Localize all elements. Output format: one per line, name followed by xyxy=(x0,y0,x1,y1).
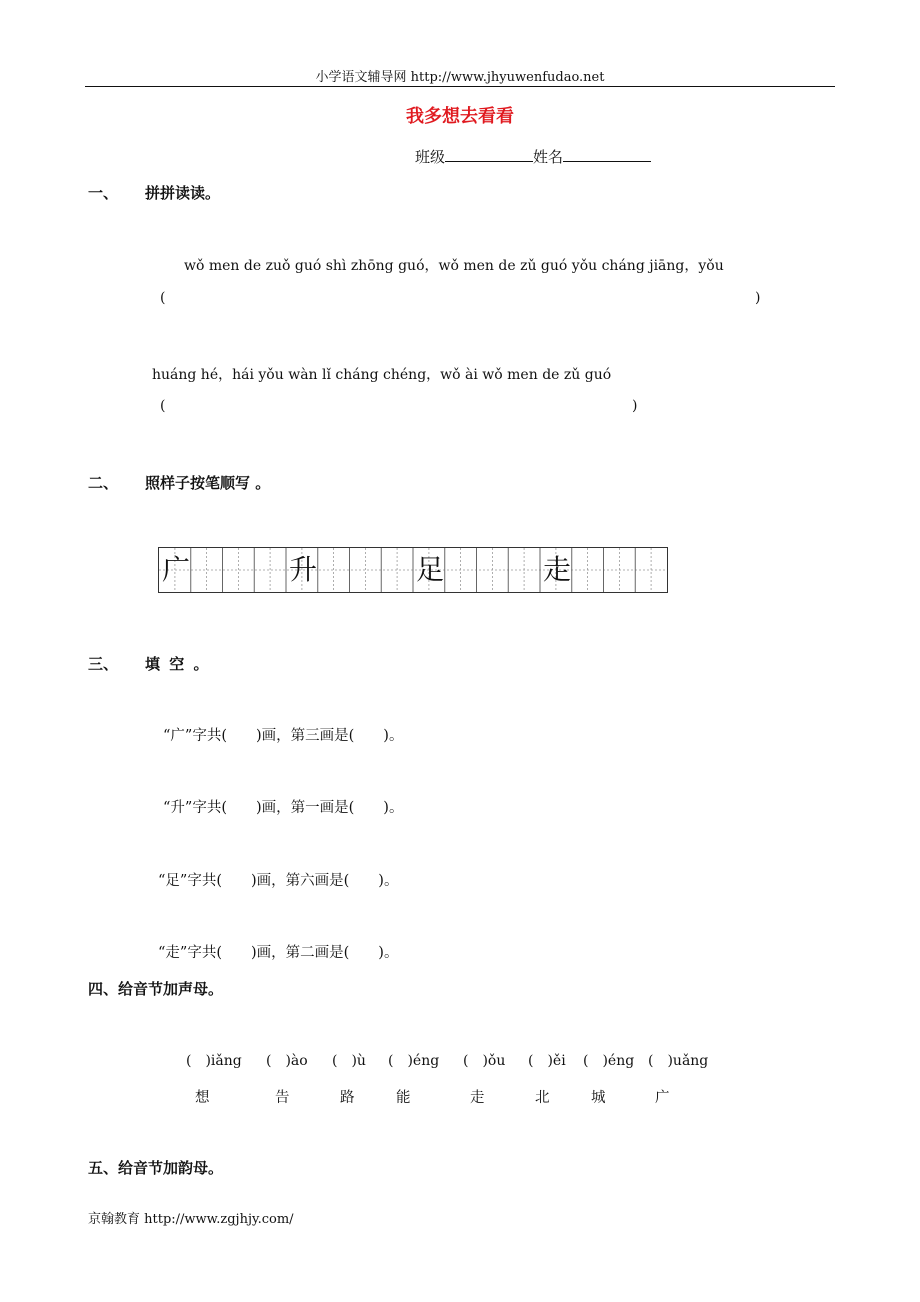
answer-paren-open-2: ( xyxy=(160,398,166,414)
fill-blank-item[interactable]: “走”字共( )画，第二画是( )。 xyxy=(158,945,399,961)
fill-blank-item[interactable]: “足”字共( )画，第六画是( )。 xyxy=(158,873,399,889)
grid-lines xyxy=(159,548,667,592)
answer-paren-close-1: ) xyxy=(755,290,761,306)
pinyin-line-2: huáng hé，hái yǒu wàn lǐ cháng chéng，wǒ ài wǒ men de zǔ guó xyxy=(152,367,612,383)
section-3-number: 三、 xyxy=(88,655,119,673)
initial-syllable[interactable]: ( )ǒu xyxy=(463,1053,506,1069)
name-label: 姓名 xyxy=(533,148,564,166)
initial-syllable[interactable]: ( )ù xyxy=(332,1053,366,1069)
fill-blank-item[interactable]: “升”字共( )画，第一画是( )。 xyxy=(163,800,404,816)
section-2-title: 照样子按笔顺写 。 xyxy=(145,474,271,492)
initial-syllable[interactable]: ( )uǎng xyxy=(648,1053,709,1069)
initial-char: 想 xyxy=(195,1090,210,1106)
grid-char-guang: 广 xyxy=(161,553,190,586)
writing-grid[interactable] xyxy=(158,547,668,593)
header-rule xyxy=(85,86,835,87)
initial-syllable[interactable]: ( )éng xyxy=(388,1053,440,1069)
initial-syllable[interactable]: ( )iǎng xyxy=(186,1053,242,1069)
initial-char: 城 xyxy=(591,1090,606,1106)
pinyin-line-1: wǒ men de zuǒ guó shì zhōng guó，wǒ men de zǔ guó yǒu cháng jiāng，yǒu xyxy=(184,258,724,274)
class-label: 班级 xyxy=(415,148,446,166)
section-2-number: 二、 xyxy=(88,474,119,492)
answer-paren-close-2: ) xyxy=(632,398,638,414)
class-blank[interactable] xyxy=(445,147,533,162)
initial-char: 能 xyxy=(396,1090,411,1106)
answer-paren-open-1: ( xyxy=(160,290,166,306)
grid-char-sheng: 升 xyxy=(288,553,317,586)
page-header: 小学语文辅导网 http://www.jhyuwenfudao.net xyxy=(315,70,605,85)
section-4-title: 四、给音节加声母。 xyxy=(88,980,224,998)
initial-syllable[interactable]: ( )ào xyxy=(266,1053,308,1069)
initial-syllable[interactable]: ( )éng xyxy=(583,1053,635,1069)
initial-char: 告 xyxy=(275,1090,290,1106)
grid-char-zou: 走 xyxy=(542,553,571,586)
class-name-line xyxy=(415,146,651,167)
initial-syllable[interactable]: ( )ěi xyxy=(528,1053,566,1069)
section-5-title: 五、给音节加韵母。 xyxy=(88,1159,224,1177)
grid-char-zu: 足 xyxy=(415,553,444,586)
initial-char: 广 xyxy=(655,1090,670,1106)
section-1-number: 一、 xyxy=(88,184,119,202)
section-1-title: 拼拼读读。 xyxy=(145,184,221,202)
initial-char: 北 xyxy=(535,1090,550,1106)
fill-blank-item[interactable]: “广”字共( )画，第三画是( )。 xyxy=(163,728,404,744)
name-blank[interactable] xyxy=(563,147,651,162)
initial-char: 路 xyxy=(340,1090,355,1106)
section-3-title: 填 空 。 xyxy=(145,655,209,673)
page-title: 我多想去看看 xyxy=(406,106,514,127)
initial-char: 走 xyxy=(470,1090,485,1106)
page-footer: 京翰教育 http://www.zgjhjy.com/ xyxy=(88,1212,294,1227)
